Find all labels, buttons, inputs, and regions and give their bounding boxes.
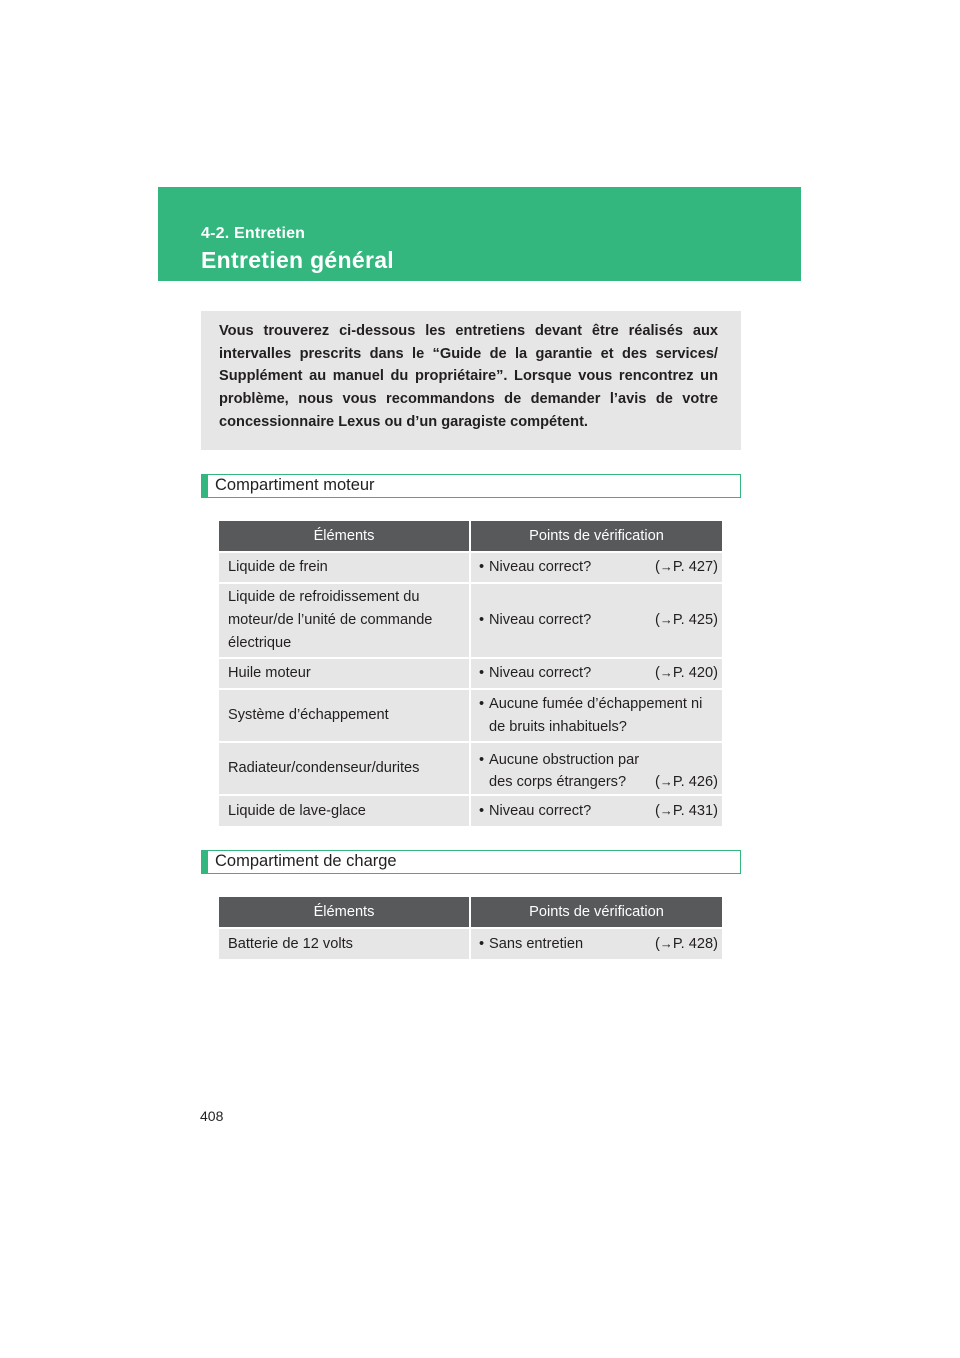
page-title: Entretien général xyxy=(201,247,394,273)
arrow-right-icon: → xyxy=(659,665,673,681)
row-item: Liquide de refroidissement du moteur/de l’unité de commande électrique xyxy=(219,583,470,658)
table-row xyxy=(219,742,722,795)
row-check xyxy=(470,583,722,658)
page-reference: (→P. 426) xyxy=(654,774,718,791)
check-text: • Niveau correct? xyxy=(479,556,718,579)
subheading-bar xyxy=(201,474,208,498)
row-item: Batterie de 12 volts xyxy=(219,928,470,959)
check-text: • Niveau correct? xyxy=(479,609,718,632)
column-header: Éléments xyxy=(219,521,470,552)
table-row xyxy=(219,658,722,689)
subheading-bar xyxy=(201,850,208,874)
table-row xyxy=(219,795,722,826)
table-header-row xyxy=(219,897,722,928)
row-item: Système d’échappement xyxy=(219,689,470,742)
intro-box xyxy=(201,311,741,450)
arrow-right-icon: → xyxy=(659,802,673,818)
row-item: Huile moteur xyxy=(219,658,470,689)
subheading-engine xyxy=(201,474,741,498)
check-text: • Aucune fumée d’échappement ni de bruits inhabituels? xyxy=(479,693,718,738)
cargo-table xyxy=(219,897,722,959)
row-check xyxy=(470,928,722,959)
engine-table xyxy=(219,521,722,826)
arrow-right-icon: → xyxy=(659,935,673,951)
page-reference: (→P. 428) xyxy=(654,935,718,952)
column-header: Éléments xyxy=(219,897,470,928)
table-row xyxy=(219,689,722,742)
arrow-right-icon: → xyxy=(659,559,673,575)
subheading-cargo xyxy=(201,850,741,874)
page-number: 408 xyxy=(200,1108,224,1124)
column-header: Points de vérification xyxy=(470,521,722,552)
row-check xyxy=(470,742,722,795)
table-row xyxy=(219,583,722,658)
page-reference: (→P. 425) xyxy=(654,612,718,629)
section-number: 4-2. Entretien xyxy=(201,225,306,242)
row-item: Radiateur/condenseur/durites xyxy=(219,742,470,795)
row-item: Liquide de frein xyxy=(219,552,470,583)
section-header xyxy=(158,187,801,281)
row-check xyxy=(470,689,722,742)
subheading-cargo-text: Compartiment de charge xyxy=(215,852,397,870)
table-row xyxy=(219,928,722,959)
arrow-right-icon: → xyxy=(659,774,673,790)
subheading-engine-text: Compartiment moteur xyxy=(215,476,375,494)
row-check xyxy=(470,552,722,583)
table-header-row xyxy=(219,521,722,552)
row-check xyxy=(470,795,722,826)
page-reference: (→P. 431) xyxy=(654,802,718,819)
row-item: Liquide de lave-glace xyxy=(219,795,470,826)
check-text: • Aucune obstruction par des corps étrangers? xyxy=(479,749,718,794)
row-check xyxy=(470,658,722,689)
arrow-right-icon: → xyxy=(659,612,673,628)
check-text: • Niveau correct? xyxy=(479,800,718,823)
check-text: • Niveau correct? xyxy=(479,662,718,685)
page-reference: (→P. 427) xyxy=(654,559,718,576)
table-row xyxy=(219,552,722,583)
intro-text: Vous trouverez ci-dessous les entretiens devant être réalisés aux intervalles prescrits dans le “Guide de la garantie et des services/ Supplément au manuel du propriétaire”. Lorsque vous rencontrez un problème, nous vous recommandons de demander l’avis de votre concessionnaire Lexus ou d’un garagiste compétent. xyxy=(219,323,718,430)
page-reference: (→P. 420) xyxy=(654,665,718,682)
column-header: Points de vérification xyxy=(470,897,722,928)
check-text: • Sans entretien xyxy=(479,933,718,956)
